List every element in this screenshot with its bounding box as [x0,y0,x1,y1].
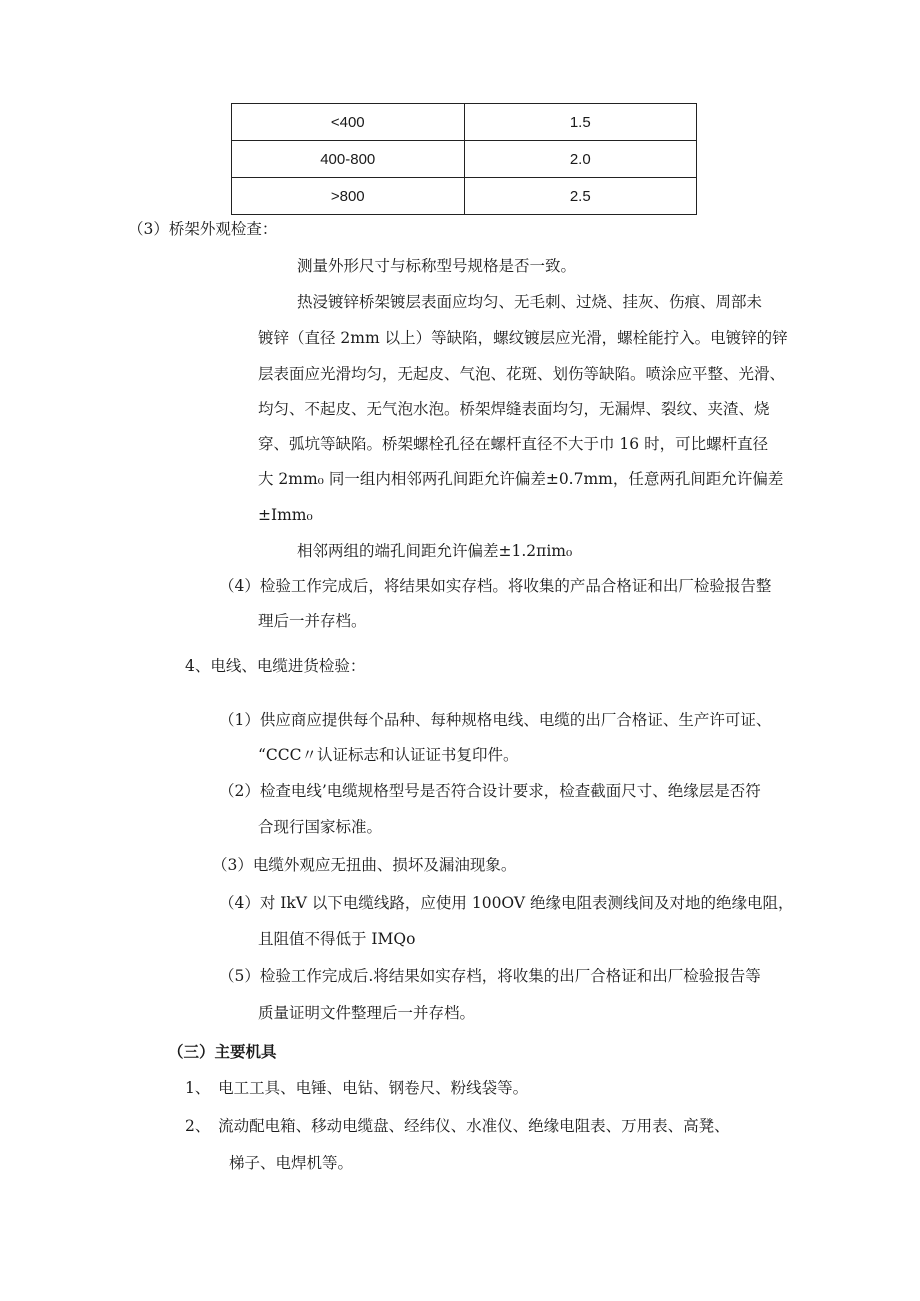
table-row [232,178,697,215]
paragraph-line: 大 2mm₀ 同一组内相邻两孔间距允许偏差±0.7mm，任意两孔间距允许偏差 [258,470,784,488]
table-row [232,104,697,141]
paragraph-line: 测量外形尺寸与标称型号规格是否一致。 [297,257,577,275]
list-item: （5）检验工作完成后.将结果如实存档，将收集的出厂合格证和出厂检验报告等 [219,967,761,985]
list-item: （4）检验工作完成后，将结果如实存档。将收集的产品合格证和出厂检验报告整 [219,577,772,595]
list-item: （1）供应商应提供每个品种、每种规格电线、电缆的出厂合格证、生产许可证、 [219,711,772,729]
table-cell-size: <400 [232,104,465,141]
paragraph-line: ±Imm₀ [258,506,313,524]
heading-tray-appearance: （3）桥架外观检查： [128,220,278,238]
list-item: （2）检查电线’电缆规格型号是否符合设计要求，检查截面尺寸、绝缘层是否符 [219,782,761,800]
list-item-continuation: 理后一并存档。 [258,612,367,630]
paragraph-line: 均匀、不起皮、无气泡水泡。桥架焊缝表面均匀，无漏焊、裂纹、夹渣、烧 [258,400,770,418]
paragraph-line: 层表面应光滑均匀，无起皮、气泡、花斑、划伤等缺陷。喷涂应平整、光滑、 [258,365,786,383]
table-cell-size: >800 [232,178,465,215]
table-cell-value: 2.5 [464,178,697,215]
spec-table [231,103,697,215]
list-item-continuation: 合现行国家标准。 [258,818,383,836]
paragraph-line: 相邻两组的端孔间距允许偏差±1.2πim₀ [297,542,573,560]
section-heading-cable-inspection: 4、电线、电缆进货检验： [185,657,366,675]
paragraph-line: 镀锌（直径 2mm 以上）等缺陷，螺纹镀层应光滑，螺栓能拧入。电镀锌的锌 [258,329,788,347]
list-item-continuation: 梯子、电焊机等。 [229,1154,354,1172]
table-cell-value: 1.5 [464,104,697,141]
table-cell-size: 400-800 [232,141,465,178]
list-item: （4）对 IkV 以下电缆线路，应使用 100OV 绝缘电阻表测线间及对地的绝缘电阻， [219,894,794,912]
paragraph-line: 穿、弧坑等缺陷。桥架螺栓孔径在螺杆直径不大于巾 16 时，可比螺杆直径 [258,435,769,453]
list-item-continuation: “CCC〃认证标志和认证证书复印件。 [258,746,519,764]
section-heading-main-tools: （三）主要机具 [168,1042,277,1061]
paragraph-line: 热浸镀锌桥架镀层表面应均匀、无毛刺、过烧、挂灰、伤痕、周部未 [297,293,763,311]
list-item-continuation: 且阻值不得低于 IMQo [258,930,416,948]
table-cell-value: 2.0 [464,141,697,178]
list-item: 2、 流动配电箱、移动电缆盘、经纬仪、水准仪、绝缘电阻表、万用表、高凳、 [185,1117,730,1135]
list-item-continuation: 质量证明文件整理后一并存档。 [258,1004,476,1022]
list-item: 1、 电工工具、电锤、电钻、钢卷尺、粉线袋等。 [185,1079,529,1097]
list-item: （3）电缆外观应无扭曲、损坏及漏油现象。 [212,856,517,874]
table-row [232,141,697,178]
